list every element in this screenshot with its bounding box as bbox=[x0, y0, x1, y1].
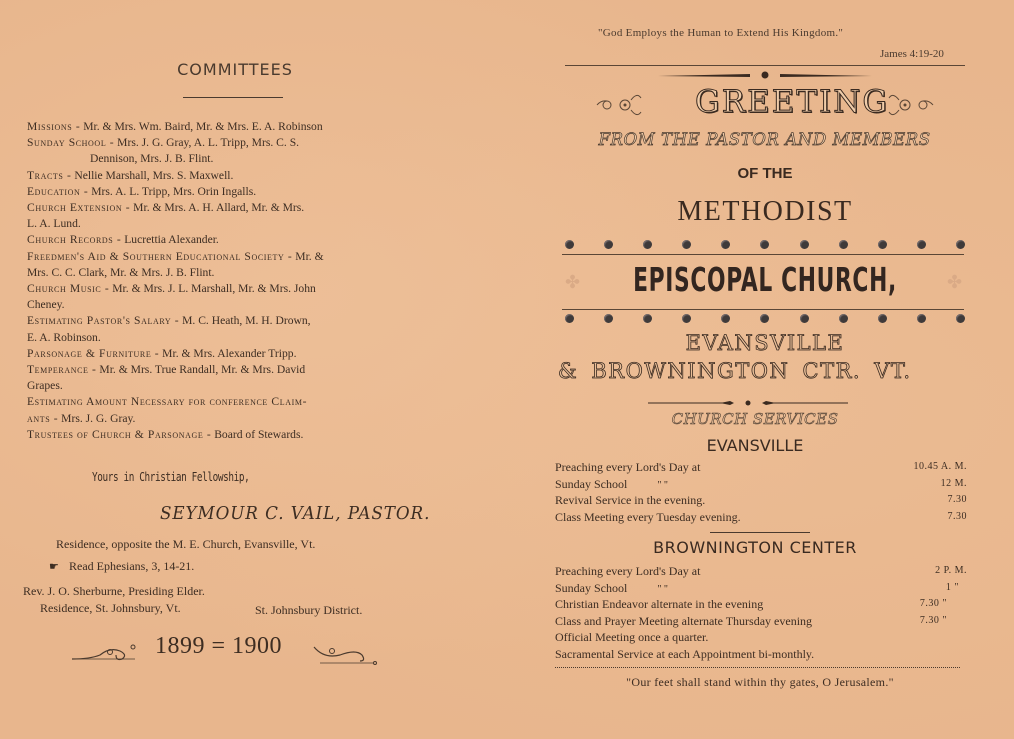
committee-trustees: Trustees of Church & Parsonage - Board of Stewards. bbox=[27, 427, 304, 441]
section-divider bbox=[710, 532, 810, 533]
scripture-reference: ☛ Read Ephesians, 3, 14-21. bbox=[49, 559, 195, 573]
dot-icon bbox=[643, 240, 652, 249]
dot-icon bbox=[604, 240, 613, 249]
schedule-row: Sacramental Service at each Appointment bi-monthly. bbox=[555, 646, 815, 661]
dot-icon bbox=[643, 314, 652, 323]
schedule-row: Class Meeting every Tuesday evening. 7.30 bbox=[555, 509, 967, 524]
evansville-schedule bbox=[555, 459, 967, 525]
committee-freedmens-aid: Freedmen's Aid & Southern Educational Society - Mr. & bbox=[27, 249, 324, 263]
dot-icon bbox=[721, 240, 730, 249]
schedule-row: Christian Endeavor alternate in the evening 7.30 " bbox=[555, 597, 947, 611]
committee-church-music: Church Music - Mr. & Mrs. J. L. Marshall, Mr. & Mrs. John bbox=[27, 282, 316, 296]
committee-education: Education - Mrs. A. L. Tripp, Mrs. Orin Ingalls. bbox=[27, 184, 257, 198]
schedule-row: Sunday School " " 12 M. bbox=[555, 476, 967, 491]
dot-icon bbox=[721, 314, 730, 323]
committee-sunday-school: Sunday School - Mrs. J. G. Gray, A. L. Tripp, Mrs. C. S. bbox=[27, 136, 300, 150]
committee-church-records: Church Records - Lucrettia Alexander. bbox=[27, 233, 219, 247]
pastor-residence: Residence, opposite the M. E. Church, Evansville, Vt. bbox=[56, 537, 316, 551]
committee-pastors-salary-cont: E. A. Robinson. bbox=[27, 330, 101, 344]
dot-icon bbox=[878, 240, 887, 249]
right-flourish-icon bbox=[310, 641, 380, 669]
dot-icon bbox=[604, 314, 613, 323]
left-panel bbox=[0, 0, 500, 739]
from-pastor-line: FROM THE PASTOR AND MEMBERS bbox=[598, 130, 931, 150]
right-knot-ornament-icon: ✤ bbox=[947, 272, 963, 292]
dot-icon bbox=[760, 314, 769, 323]
committee-pastors-salary: Estimating Pastor's Salary - M. C. Heath, M. H. Drown, bbox=[27, 314, 311, 328]
location-brownington: & BROWNINGTON CTR. VT. bbox=[558, 359, 912, 383]
schedule-row: Revival Service in the evening. 7.30 bbox=[555, 493, 967, 507]
dot-border-top bbox=[565, 240, 965, 252]
services-ornament-icon bbox=[648, 399, 848, 407]
closing-salutation: Yours in Christian Fellowship, bbox=[92, 470, 250, 484]
committee-church-music-cont: Cheney. bbox=[27, 298, 65, 312]
schedule-row: Sunday School " " 1 " bbox=[555, 580, 959, 595]
dot-icon bbox=[682, 314, 691, 323]
year-range: 1899 = 1900 bbox=[155, 633, 283, 659]
dotted-divider bbox=[555, 667, 960, 668]
committee-sunday-school-cont: Dennison, Mrs. J. B. Flint. bbox=[90, 152, 214, 166]
lower-rule bbox=[562, 309, 964, 310]
motto-quote: "God Employs the Human to Extend His Kingdom." bbox=[598, 27, 844, 39]
section-brownington: BROWNINGTON CENTER bbox=[653, 538, 857, 557]
committee-tracts: Tracts - Nellie Marshall, Mrs. S. Maxwell. bbox=[27, 168, 234, 182]
upper-rule bbox=[562, 254, 964, 255]
dot-icon bbox=[565, 240, 574, 249]
committees-title: COMMITTEES bbox=[177, 60, 293, 79]
top-divider bbox=[565, 65, 965, 66]
committee-temperance: Temperance - Mr. & Mrs. True Randall, Mr. & Mrs. David bbox=[27, 363, 306, 377]
methodist-heading: METHODIST bbox=[677, 196, 853, 227]
motto-reference: James 4:19-20 bbox=[880, 48, 944, 60]
presiding-elder: Rev. J. O. Sherburne, Presiding Elder. bbox=[23, 584, 205, 598]
title-divider bbox=[183, 97, 283, 98]
dot-border-bottom bbox=[565, 314, 965, 326]
pointing-hand-icon: ☛ bbox=[49, 561, 59, 573]
church-services-title: CHURCH SERVICES bbox=[671, 410, 839, 428]
greeting-title: GREETING bbox=[695, 84, 890, 120]
committee-church-extension: Church Extension - Mr. & Mrs. A. H. Allard, Mr. & Mrs. bbox=[27, 201, 305, 215]
left-knot-ornament-icon: ✤ bbox=[565, 272, 581, 292]
episcopal-church-heading: EPISCOPAL CHURCH, bbox=[633, 260, 897, 299]
of-the-label: OF THE bbox=[737, 165, 793, 182]
dot-icon bbox=[917, 240, 926, 249]
dot-icon bbox=[800, 240, 809, 249]
committee-conference-claimants-cont: ants - Mrs. J. G. Gray. bbox=[27, 411, 136, 425]
right-panel bbox=[550, 0, 1014, 739]
closing-quote: "Our feet shall stand within thy gates, O Jerusalem." bbox=[626, 675, 894, 689]
year-banner bbox=[70, 633, 380, 669]
elder-residence: Residence, St. Johnsbury, Vt. bbox=[40, 601, 181, 615]
left-scroll-ornament-icon bbox=[595, 90, 645, 120]
committee-conference-claimants: Estimating Amount Necessary for conference Claim- bbox=[27, 395, 308, 409]
dot-icon bbox=[956, 240, 965, 249]
dot-icon bbox=[878, 314, 887, 323]
committee-parsonage-furniture: Parsonage & Furniture - Mr. & Mrs. Alexander Tripp. bbox=[27, 346, 297, 360]
schedule-row: Official Meeting once a quarter. bbox=[555, 630, 709, 644]
ornament-bar-icon bbox=[658, 70, 872, 80]
brownington-schedule bbox=[555, 563, 967, 662]
dot-icon bbox=[839, 314, 848, 323]
committee-list bbox=[27, 119, 437, 443]
greeting-heading bbox=[595, 84, 935, 124]
pastor-signature: SEYMOUR C. VAIL, PASTOR. bbox=[160, 503, 431, 524]
schedule-row: Class and Prayer Meeting alternate Thursday evening 7.30 " bbox=[555, 613, 947, 628]
dot-icon bbox=[682, 240, 691, 249]
district-name: St. Johnsbury District. bbox=[255, 603, 363, 617]
dot-icon bbox=[839, 240, 848, 249]
schedule-row: Preaching every Lord's Day at 2 P. M. bbox=[555, 564, 967, 578]
dot-icon bbox=[800, 314, 809, 323]
left-flourish-icon bbox=[70, 641, 140, 665]
committee-church-extension-cont: L. A. Lund. bbox=[27, 217, 81, 231]
dot-icon bbox=[565, 314, 574, 323]
committee-freedmens-aid-cont: Mrs. C. C. Clark, Mr. & Mrs. J. B. Flint. bbox=[27, 265, 215, 279]
section-evansville: EVANSVILLE bbox=[706, 436, 804, 455]
location-evansville: EVANSVILLE bbox=[685, 331, 845, 355]
committee-temperance-cont: Grapes. bbox=[27, 379, 63, 393]
committee-missions: Missions - Mr. & Mrs. Wm. Baird, Mr. & Mrs. E. A. Robinson bbox=[27, 120, 323, 133]
dot-icon bbox=[956, 314, 965, 323]
dot-icon bbox=[760, 240, 769, 249]
dot-icon bbox=[917, 314, 926, 323]
right-scroll-ornament-icon bbox=[885, 90, 935, 120]
schedule-row: Preaching every Lord's Day at 10.45 A. M. bbox=[555, 460, 967, 474]
